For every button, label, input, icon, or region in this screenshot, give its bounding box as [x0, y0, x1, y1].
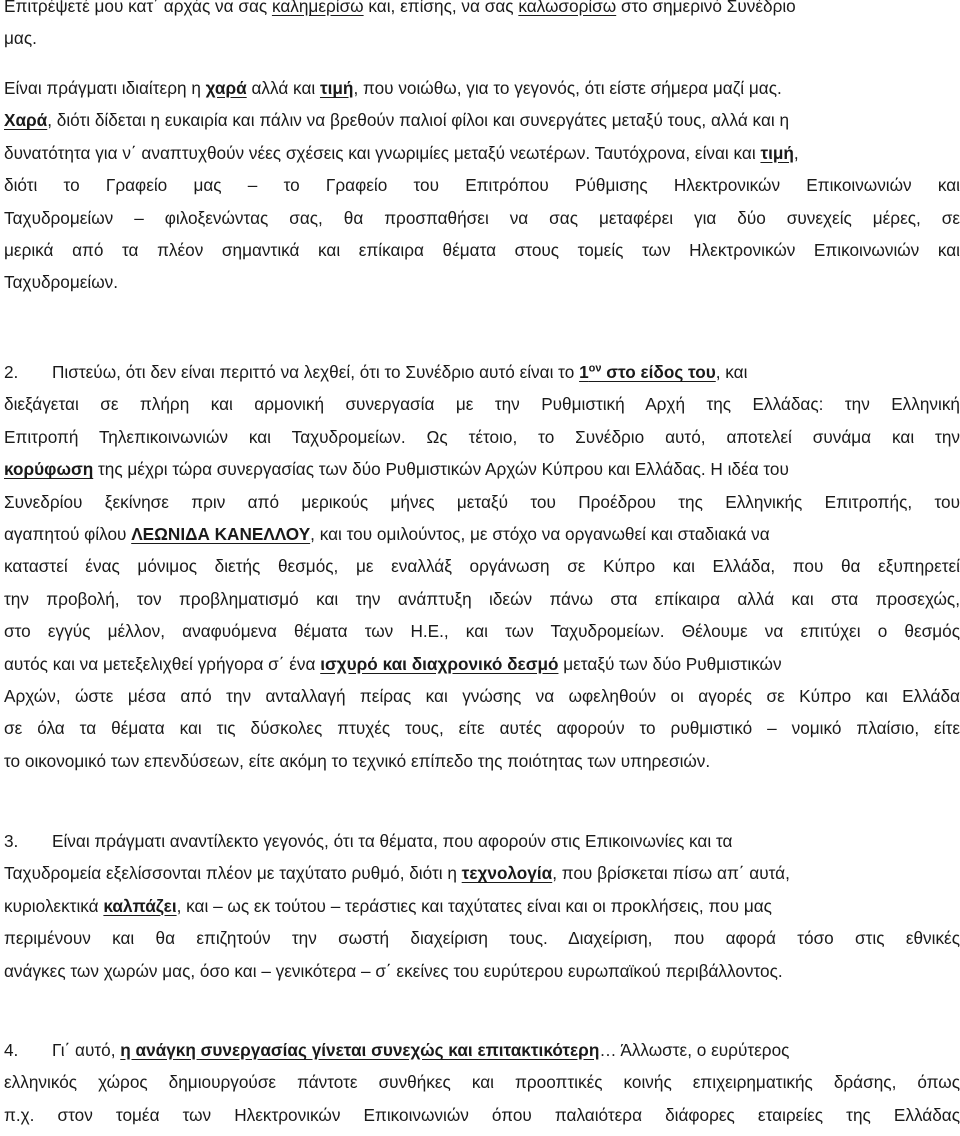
underlined-word: καλωσορίσω [518, 0, 617, 16]
text-line [4, 137, 960, 169]
superscript: ον [588, 362, 602, 375]
text-line [4, 825, 960, 857]
text-line [4, 890, 960, 922]
text-line [4, 648, 960, 680]
bold-underlined-word: Χαρά [4, 110, 48, 131]
text-line: π.χ. στον τομέα των Ηλεκτρονικών Επικοινωνιών όπου παλαιότερα διάφορες εταιρείες της Ελλάδας [4, 1104, 960, 1125]
text-line: Αρχών, ώστε μέσα από την ανταλλαγή πείρας και γνώσης να ωφεληθούν οι αγορές σε Κύπρο και Ελλάδα [4, 685, 960, 706]
text-run: αγαπητού φίλου [4, 523, 132, 544]
text-run: μεταξύ των δύο Ρυθμιστικών [558, 653, 782, 674]
text-line: Ταχυδρομείων. [4, 272, 119, 293]
text-run: και, επίσης, να σας [363, 0, 519, 16]
text-run: Πιστεύω, ότι δεν είναι περιττό να λεχθεί, ότι το Συνέδριο αυτό είναι το [52, 362, 580, 382]
text-run: της μέχρι τώρα συνεργασίας των δύο Ρυθμιστικών Αρχών Κύπρου και Ελλάδας. Η ιδέα του [93, 459, 789, 480]
underlined-word: καλημερίσω [271, 0, 364, 16]
text-run: , που νοιώθω, για το γεγονός, ότι είστε σήμερα μαζί μας. [353, 78, 782, 98]
paragraph-3 [4, 825, 960, 987]
text-run: κυριολεκτικά [4, 895, 104, 916]
bold-underlined-phrase: η ανάγκη συνεργασίας γίνεται συνεχώς και επιτακτικότερη [120, 1040, 600, 1060]
text-run: … Άλλωστε, ο ευρύτερος [599, 1040, 790, 1060]
bold-underlined-word: κορύφωση [4, 459, 94, 480]
text-run: , και του ομιλούντος, με στόχο να οργανωθεί και σταδιακά να [310, 523, 770, 544]
text-run: Ταχυδρομεία εξελίσσονται πλέον με ταχύτατο ρυθμό, διότι η [4, 863, 462, 884]
paragraph-2 [4, 356, 960, 777]
text-run: , που βρίσκεται πίσω απ΄ αυτά, [552, 863, 790, 884]
paragraph-joy-honor [4, 72, 960, 299]
text-line: Ταχυδρομείων – φιλοξενώντας σας, θα προσπαθήσει να σας μεταφέρει για δύο συνεχείς μέρες, σε [4, 207, 960, 228]
text-line: σε όλα τα θέματα και τις δύσκολες πτυχές τους, είτε αυτές αφορούν το ρυθμιστικό – νομικό πλαίσιο, είτε [4, 718, 960, 739]
text-line [4, 356, 960, 388]
bold-underlined-phrase [579, 362, 716, 382]
text-run: στο σημερινό Συνέδριο [616, 0, 796, 16]
text-line [4, 518, 960, 550]
paragraph-number: 3. [4, 831, 19, 851]
text-run: Είναι πράγματι ιδιαίτερη η [4, 78, 206, 98]
text-line [4, 0, 960, 22]
text-run: δυνατότητα για ν΄ αναπτυχθούν νέες σχέσεις και γνωριμίες μεταξύ νεωτέρων. Ταυτόχρονα, είναι και [4, 142, 761, 163]
text-line: Επιτροπή Τηλεπικοινωνιών και Ταχυδρομείων. Ως τέτοιο, το Συνέδριο αυτό, αποτελεί συνάμα και την [4, 426, 960, 447]
text-line [4, 72, 960, 104]
text-run: Γι΄ αυτό, [52, 1040, 121, 1060]
text-run: 1 [579, 362, 589, 382]
text-line [4, 104, 960, 136]
text-line: μας. [4, 28, 37, 49]
bold-underlined-word: καλπάζει [103, 895, 177, 916]
text-run: , και [715, 362, 748, 382]
bold-underlined-name: ΛΕΩΝΙΔΑ ΚΑΝΕΛΛΟΥ [131, 523, 311, 544]
text-run: Επιτρέψετέ μου κατ΄ αρχάς να σας [4, 0, 272, 16]
text-line: την προβολή, τον προβληματισμό και την ανάπτυξη ιδεών πάνω στα επίκαιρα αλλά και στα προσεχώς, [4, 588, 960, 609]
text-run: αλλά και [246, 78, 320, 98]
text-line: ανάγκες των χωρών μας, όσο και – γενικότερα – σ΄ εκείνες του ευρύτερου ευρωπαϊκού περιβάλλοντος. [4, 960, 783, 981]
text-line: μερικά από τα πλέον σημαντικά και επίκαιρα θέματα στους τομείς των Ηλεκτρονικών Επικοινωνιών και [4, 239, 960, 260]
text-line [4, 453, 960, 485]
text-run: στο είδος του [601, 362, 716, 382]
text-run: , και – ως εκ τούτου – τεράστιες και ταχύτατες είναι και οι προκλήσεις, που μας [176, 895, 772, 916]
bold-underlined-word: τιμή [319, 78, 354, 98]
text-line [4, 857, 960, 889]
bold-underlined-word: τιμή [760, 142, 794, 163]
text-line: το οικονομικό των επενδύσεων, είτε ακόμη το τεχνικό επίπεδο της ποιότητας των υπηρεσιών. [4, 750, 711, 771]
paragraph-4 [4, 1034, 960, 1131]
bold-underlined-phrase: ισχυρό και διαχρονικό δεσμό [320, 653, 559, 674]
text-line: Συνεδρίου ξεκίνησε πριν από μερικούς μήνες μεταξύ του Προέδρου της Ελληνικής Επιτροπής, του [4, 491, 960, 512]
text-run: Είναι πράγματι αναντίλεκτο γεγονός, ότι τα θέματα, που αφορούν στις Επικοινωνίες και τα [52, 831, 733, 851]
text-run: αυτός και να μετεξελιχθεί γρήγορα σ΄ ένα [4, 653, 321, 674]
text-line: διεξάγεται σε πλήρη και αρμονική συνεργασία με την Ρυθμιστική Αρχή της Ελλάδας: την Ελληνική [4, 394, 960, 415]
text-line: περιμένουν και θα επιζητούν την σωστή διαχείριση τους. Διαχείριση, που αφορά τόσο στις εθνικές [4, 928, 960, 949]
text-line: καταστεί ένας μόνιμος διετής θεσμός, με εναλλάξ οργάνωση σε Κύπρο και Ελλάδα, που θα εξυπηρετεί [4, 556, 960, 577]
text-run: , διότι δίδεται η ευκαιρία και πάλιν να βρεθούν παλιοί φίλοι και συνεργάτες μεταξύ τους, αλλά και η [47, 110, 790, 131]
paragraph-number: 2. [4, 362, 19, 382]
text-line: διότι το Γραφείο μας – το Γραφείο του Επιτρόπου Ρύθμισης Ηλεκτρονικών Επικοινωνιών και [4, 175, 960, 196]
bold-underlined-word: τεχνολογία [461, 863, 553, 884]
paragraph-greeting [4, 0, 960, 55]
bold-underlined-word: χαρά [205, 78, 247, 98]
paragraph-number: 4. [4, 1040, 19, 1060]
text-line [4, 1034, 960, 1066]
text-line: στο εγγύς μέλλον, αναφυόμενα θέματα των Η.Ε., και των Ταχυδρομείων. Θέλουμε να επιτύχει ο θεσμός [4, 621, 960, 642]
text-line: ελληνικός χώρος δημιουργούσε πάντοτε συνθήκες και προοπτικές κοινής επιχειρηματικής δράσης, όπως [4, 1072, 960, 1093]
text-run: , [793, 142, 799, 163]
